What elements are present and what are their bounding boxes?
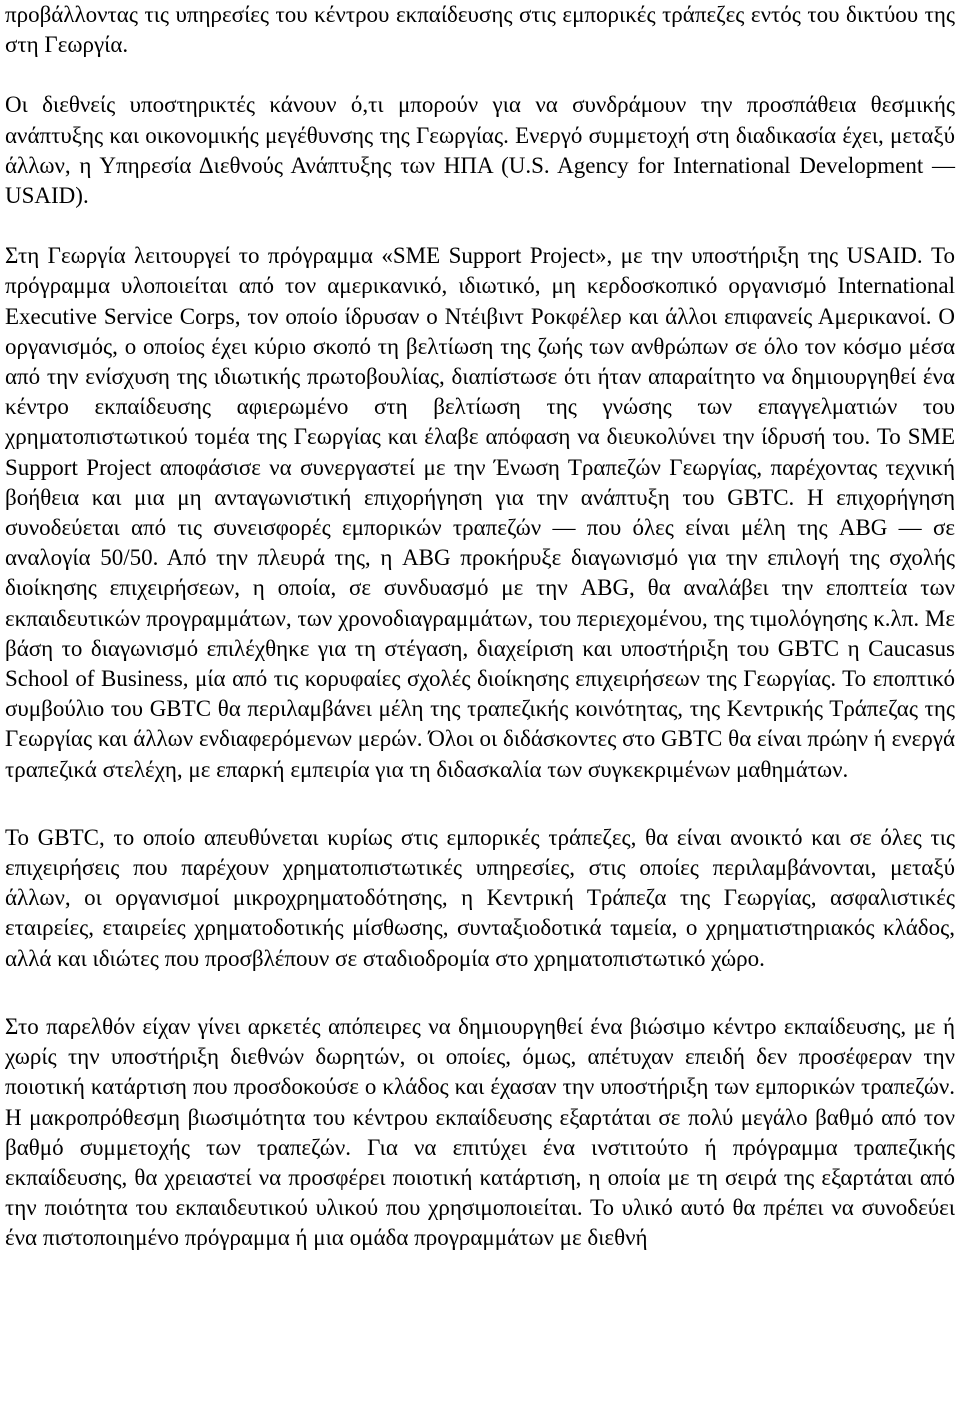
paragraph-3-sentence-3: Ο οργανισμός, ο οποίος έχει κύριο σκοπό τη βελτίωση της ζωής των ανθρώπων σε όλο τον κόσμο μέσα από την ενίσχυση της ιδιωτικής πρωτοβουλίας, διαπίστωσε ότι ήταν απαραίτητο να δημιουργηθεί ένα κέντρο εκπαίδευσης αφιερωμένο στη βελτίωση της γνώσης των επαγγελματιών του χρηματοπιστωτικού τομέα της Γεωργίας και έλαβε απόφαση να διευκολύνει την ίδρυσή του. (5, 303, 955, 450)
paragraph-3-sentence-2: Το πρόγραμμα υλοποιείται από τον αμερικανικό, ιδιωτικό, μη κερδοσκοπικό οργανισμό International Executive Service Corps, τον οποίο ίδρυσαν ο Ντέιβιντ Ροκφέλερ και άλλοι επιφανείς Αμερικανοί. (5, 243, 956, 329)
paragraph-5 (5, 1012, 955, 1254)
paragraph-3-sentence-9: Όλοι οι διδάσκοντες στο GBTC θα είναι πρώην ή ενεργά τραπεζικά στελέχη, με επαρκή εμπειρία για τη διδασκαλία των συγκεκριμένων μαθημάτων. (5, 726, 955, 782)
document-page (5, 0, 955, 1254)
paragraph-3-sentence-4: Το SME Support Project αποφάσισε να συνεργαστεί με την Ένωση Τραπεζών Γεωργίας, παρέχοντας τεχνική βοήθεια και μια μη ανταγωνιστική επιχορήγηση για την ανάπτυξη του GBTC. (5, 424, 955, 510)
paragraph-2-sentence-1: Οι διεθνείς υποστηρικτές κάνουν ό,τι μπορούν για να συνδράμουν την προσπάθεια θεσμικής ανάπτυξης και οικονομικής μεγέθυνσης της Γεωργίας. (5, 92, 955, 148)
paragraph-2 (5, 90, 955, 211)
paragraph-1 (5, 0, 955, 60)
paragraph-5-sentence-3: Για να επιτύχει ένα ινστιτούτο ή πρόγραμμα τραπεζικής εκπαίδευσης, θα χρειαστεί να προσφέρει ποιοτική κατάρτιση, η οποία με τη σειρά της εξαρτάται από την ποιότητα του εκπαιδευτικού υλικού που χρησιμοποιείται. (5, 1134, 955, 1221)
paragraph-5-sentence-1: Στο παρελθόν είχαν γίνει αρκετές απόπειρες να δημιουργηθεί ένα βιώσιμο κέντρο εκπαίδευσης, με ή χωρίς την υποστήριξη διεθνών δωρητών, οι οποίες, όμως, απέτυχαν επειδή δεν προσέφεραν την ποιοτική κατάρτιση που προσδοκούσε ο κλάδος και έχασαν την υποστήριξη των εμπορικών τραπεζών. (5, 1013, 955, 1100)
paragraph-3-sentence-1: Στη Γεωργία λειτουργεί το πρόγραμμα «SME Support Project», με την υποστήριξη της USAID. (5, 243, 923, 269)
paragraph-5-sentence-2: Η μακροπρόθεσμη βιωσιμότητα του κέντρου εκπαίδευσης εξαρτάται σε πολύ μεγάλο βαθμό από τον βαθμό συμμετοχής των τραπεζών. (5, 1104, 955, 1160)
paragraph-3-sentence-5: Η επιχορήγηση συνοδεύεται από τις συνεισφορές εμπορικών τραπεζών — που όλες είναι μέλη της ABG — σε αναλογία 50/50. (5, 484, 955, 571)
paragraph-5-sentence-4: Το υλικό αυτό θα πρέπει να συνοδεύει ένα πιστοποιημένο πρόγραμμα ή μια ομάδα προγραμμάτων με διεθνή (5, 1195, 956, 1251)
paragraph-3-sentence-8: Το εποπτικό συμβούλιο του GBTC θα περιλαμβάνει μέλη της τραπεζικής κοινότητας, της Κεντρικής Τράπεζας της Γεωργίας και άλλων ενδιαφερόμενων μερών. (5, 666, 955, 752)
paragraph-4 (5, 823, 955, 974)
paragraph-1-text: προβάλλοντας τις υπηρεσίες του κέντρου εκπαίδευσης στις εμπορικές τράπεζες εντός του δικτύου της στη Γεωργία. (5, 2, 955, 58)
paragraph-4-text: Το GBTC, το οποίο απευθύνεται κυρίως στις εμπορικές τράπεζες, θα είναι ανοικτό και σε όλες τις επιχειρήσεις που παρέχουν χρηματοπιστωτικές υπηρεσίες, στις οποίες περιλαμβάνονται, μεταξύ άλλων, οι οργανισμοί μικροχρηματοδότησης, η Κεντρική Τράπεζα της Γεωργίας, ασφαλιστικές εταιρείες, εταιρείες χρηματοδοτικής μίσθωσης, συνταξιοδοτικά ταμεία, ο χρηματιστηριακός κλάδος, αλλά και ιδιώτες που προσβλέπουν σε σταδιοδρομία στο χρηματοπιστωτικό χώρο. (5, 824, 955, 971)
paragraph-3-sentence-6: Από την πλευρά της, η ABG προκήρυξε διαγωνισμό για την επιλογή της σχολής διοίκησης επιχειρήσεων, η οποία, σε συνδυασμό με την ABG, θα αναλάβει την εποπτεία των εκπαιδευτικών προγραμμάτων, των χρονοδιαγραμμάτων, του περιεχομένου, της τιμολόγησης κ.λπ. (5, 545, 955, 631)
paragraph-3 (5, 241, 955, 785)
paragraph-2-sentence-2: Ενεργό συμμετοχή στη διαδικασία έχει, μεταξύ άλλων, η Υπηρεσία Διεθνούς Ανάπτυξης των ΗΠΑ (U.S. Agency for International Development —USAID). (5, 122, 955, 209)
paragraph-3-sentence-7: Με βάση το διαγωνισμό επιλέχθηκε για τη στέγαση, διαχείριση και υποστήριξη του GBTC η Caucasus School of Business, μία από τις κορυφαίες σχολές διοίκησης επιχειρήσεων της Γεωργίας. (5, 605, 955, 692)
